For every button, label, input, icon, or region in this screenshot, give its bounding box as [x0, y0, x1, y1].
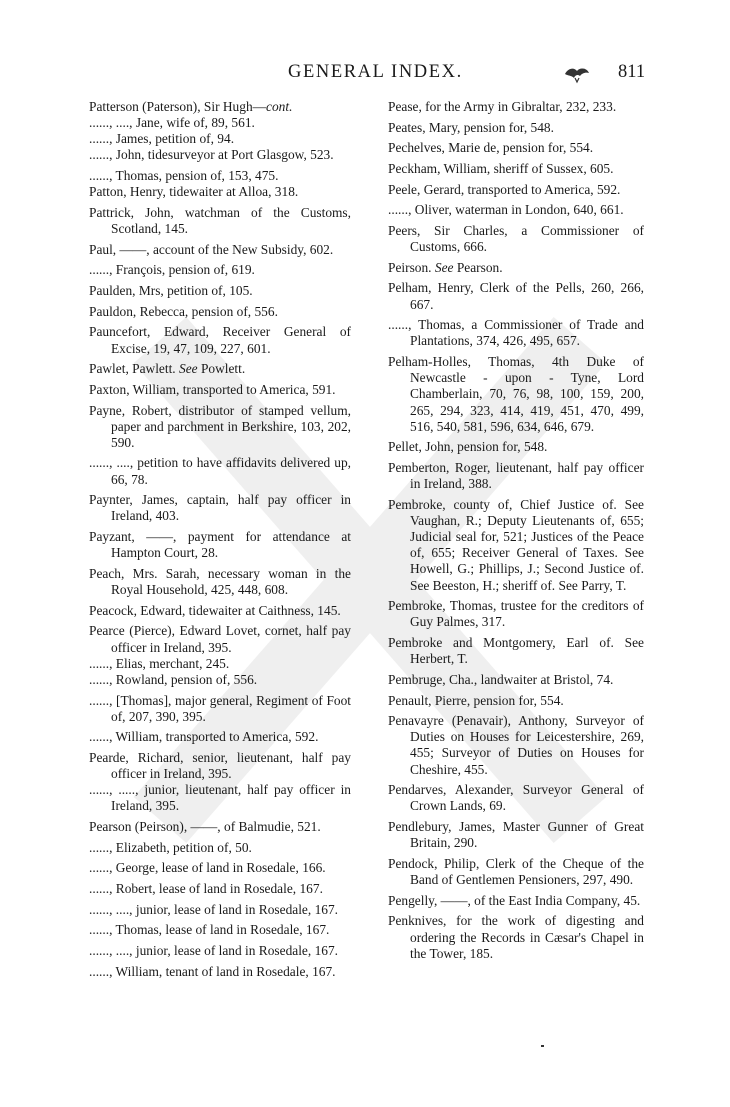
index-entry — [89, 455, 351, 487]
index-entry — [388, 672, 644, 688]
index-entry-text: ......, William, tenant of land in Rosedale, 167. — [89, 963, 336, 979]
index-entry-text: ......, George, lease of land in Rosedale, 166. — [89, 860, 326, 876]
index-entry-text: ......, ...., petition to have affidavits delivered up, 66, 78. — [89, 455, 351, 487]
index-entry — [89, 782, 351, 814]
index-entry — [89, 403, 351, 451]
index-entry — [388, 713, 644, 778]
index-entry-text: Penault, Pierre, pension for, 554. — [388, 692, 564, 708]
index-entry-text: Paxton, William, transported to America, 591. — [89, 381, 336, 397]
index-entry — [89, 922, 351, 938]
index-entry-text: ......, Robert, lease of land in Rosedale, 167. — [89, 881, 323, 897]
index-entry — [89, 115, 351, 131]
right-column — [388, 99, 644, 962]
index-entry — [388, 782, 644, 814]
index-entry-text: Peers, Sir Charles, a Commissioner of Customs, 666. — [388, 222, 644, 255]
index-entry-text: ......, François, pension of, 619. — [89, 262, 255, 278]
index-entry-text: ......, Thomas, lease of land in Rosedale, 167. — [89, 922, 330, 938]
index-entry-text: Pendlebury, James, Master Gunner of Great Britain, 290. — [388, 819, 644, 851]
index-entry-text: ......, [Thomas], major general, Regiment of Foot of, 207, 390, 395. — [89, 692, 351, 724]
left-column — [89, 99, 351, 980]
index-entry — [388, 354, 644, 435]
index-entry-text: Pawlet, Pawlett. — [89, 361, 180, 377]
index-entry-text: Peirson. — [388, 259, 435, 275]
index-entry-text: Pembroke, county of, Chief Justice of. See Vaughan, R.; Deputy Lieutenants of, 655; Judicial seal for, 521; Justices of the Peace of, 655; Receiver General of Taxes. See Howell, G.; Phillips, J.; Second Justice of. See Beeston, H.; sheriff of. See Parry, T. — [388, 496, 644, 593]
index-entry-text: Pendarves, Alexander, Surveyor General of Crown Lands, 69. — [388, 782, 644, 814]
index-entry-text: Paul, ——, account of the New Subsidy, 602. — [89, 241, 334, 257]
index-entry-text: Pechelves, Marie de, pension for, 554. — [388, 140, 594, 156]
index-entry-text: Pauldon, Rebecca, pension of, 556. — [89, 303, 278, 319]
index-entry — [388, 182, 644, 198]
index-entry — [89, 860, 351, 876]
index-entry-text: Paulden, Mrs, petition of, 105. — [89, 283, 253, 299]
index-entry — [89, 943, 351, 959]
index-entry — [388, 460, 644, 492]
index-entry-text: Pearde, Richard, senior, lieutenant, half pay officer in Ireland, 395. — [89, 749, 351, 782]
index-entry — [89, 168, 351, 184]
index-entry — [89, 283, 351, 299]
index-entry-text: Pease, for the Army in Gibraltar, 232, 233. — [388, 99, 617, 114]
index-entry — [388, 693, 644, 709]
index-entry — [89, 902, 351, 918]
index-entry — [89, 603, 351, 619]
index-entry-text: ......, Elias, merchant, 245. — [89, 655, 230, 671]
index-entry — [388, 497, 644, 594]
index-entry — [388, 280, 644, 312]
index-entry-text: Patton, Henry, tidewaiter at Alloa, 318. — [89, 184, 299, 200]
index-entry — [388, 893, 644, 909]
index-entry — [388, 223, 644, 255]
index-entry-text: Peates, Mary, pension for, 548. — [388, 119, 554, 135]
page-title: GENERAL INDEX. — [288, 62, 463, 82]
index-entry — [89, 566, 351, 598]
index-entry-text: ......, Thomas, a Commissioner of Trade and Plantations, 374, 426, 495, 657. — [388, 317, 644, 349]
index-entry — [89, 529, 351, 561]
index-entry — [388, 598, 644, 630]
index-entry-text: Payzant, ——, payment for attendance at Hampton Court, 28. — [89, 529, 351, 561]
index-entry-text: ......, Oliver, waterman in London, 640, 661. — [388, 202, 624, 218]
index-entry — [388, 856, 644, 888]
index-entry — [388, 635, 644, 667]
index-entry — [89, 729, 351, 745]
index-entry — [89, 964, 351, 980]
index-entry-text: Pemberton, Roger, lieutenant, half pay officer in Ireland, 388. — [388, 459, 644, 492]
index-entry — [89, 324, 351, 356]
index-entry-text: Penknives, for the work of digesting and ordering the Records in Cæsar's Chapel in the Tower, 185. — [388, 913, 644, 961]
index-entry-text: ......, William, transported to America, 592. — [89, 729, 319, 745]
index-entry — [89, 840, 351, 856]
index-entry — [89, 99, 351, 115]
index-entry-text: Payne, Robert, distributor of stamped vellum, paper and parchment in Berkshire, 103, 202, 590. — [89, 402, 351, 450]
index-entry — [89, 819, 351, 835]
index-entry-italic: See — [434, 259, 454, 275]
index-entry-text: Peele, Gerard, transported to America, 592. — [388, 181, 621, 197]
index-entry-text: Paynter, James, captain, half pay officer in Ireland, 403. — [89, 492, 351, 524]
index-entry — [89, 656, 351, 672]
index-entry-text: Pembroke and Montgomery, Earl of. See Herbert, T. — [388, 635, 644, 667]
index-entry — [89, 131, 351, 147]
index-entry-text: Pattrick, John, watchman of the Customs, Scotland, 145. — [89, 204, 351, 237]
index-entry-text: Pearson (Peirson), ——, of Balmudie, 521. — [89, 819, 321, 835]
index-entry — [89, 262, 351, 278]
index-entry-text: Pellet, John, pension for, 548. — [388, 439, 548, 455]
index-entry — [89, 382, 351, 398]
index-entry — [388, 260, 644, 276]
index-entry-text: ......, Rowland, pension of, 556. — [89, 671, 258, 687]
page-number: 811 — [618, 62, 646, 82]
page-header — [0, 62, 730, 92]
index-entry-text: ......, Elizabeth, petition of, 50. — [89, 839, 252, 855]
index-entry — [89, 750, 351, 782]
index-entry-text: Penavayre (Penavair), Anthony, Surveyor of Duties on Houses for Leicestershire, 269, 455; Surveyor of Duties on Houses for Cheshire, 455. — [388, 713, 644, 777]
index-entry — [388, 913, 644, 961]
index-entry-text: Peacock, Edward, tidewaiter at Caithness, 145. — [89, 602, 341, 618]
index-entry — [89, 304, 351, 320]
index-entry — [89, 205, 351, 237]
index-entry — [388, 202, 644, 218]
index-entry-text: ......, John, tidesurveyor at Port Glasgow, 523. — [89, 147, 334, 163]
index-entry-text: ......, ...., junior, lease of land in Rosedale, 167. — [89, 943, 339, 959]
index-entry — [89, 492, 351, 524]
index-entry — [388, 161, 644, 177]
index-entry-text: Pendock, Philip, Clerk of the Cheque of the Band of Gentlemen Pensioners, 297, 490. — [388, 855, 644, 888]
index-entry — [89, 147, 351, 163]
index-entry-text: Pauncefort, Edward, Receiver General of Excise, 19, 47, 109, 227, 601. — [89, 324, 351, 356]
index-entry — [89, 693, 351, 725]
index-entry-text: Pelham-Holles, Thomas, 4th Duke of Newcastle - upon - Tyne, Lord Chamberlain, 70, 76, 98, 100, 159, 200, 265, 294, 323, 414, 419, 451, 470, 499, 516, 540, 581, 596, 634, 646, 679. — [388, 354, 644, 434]
index-entry-text: Pearce (Pierce), Edward Lovet, cornet, half pay officer in Ireland, 395. — [89, 623, 351, 655]
index-entry-text: ......, ...., junior, lease of land in Rosedale, 167. — [89, 901, 339, 917]
index-entry-text: ......, Thomas, pension of, 153, 475. — [89, 168, 279, 184]
index-entry — [89, 672, 351, 688]
index-entry — [388, 120, 644, 136]
index-entry-text: Pelham, Henry, Clerk of the Pells, 260, 266, 667. — [388, 280, 644, 312]
index-entry-italic: See — [179, 361, 198, 377]
index-entry — [89, 184, 351, 200]
index-entry — [388, 99, 644, 115]
index-entry — [89, 881, 351, 897]
ink-speck — [541, 1045, 544, 1047]
index-entry — [388, 317, 644, 349]
index-entry — [89, 361, 351, 377]
index-entry-text: Patterson (Paterson), Sir Hugh— — [89, 99, 267, 114]
index-entry — [89, 623, 351, 655]
index-entry-text: ......, ...., Jane, wife of, 89, 561. — [89, 115, 255, 131]
index-entry-text: ......, James, petition of, 94. — [89, 131, 235, 147]
index-entry — [388, 819, 644, 851]
index-entry-text: Pembruge, Cha., landwaiter at Bristol, 74. — [388, 671, 614, 687]
index-entry-text: Pembroke, Thomas, trustee for the creditors of Guy Palmes, 317. — [388, 598, 644, 630]
index-entry-italic: cont. — [266, 99, 293, 114]
index-entry-text: Pengelly, ——, of the East India Company, 45. — [388, 892, 641, 908]
index-entry-tail: Pearson. — [453, 259, 503, 275]
index-entry — [89, 242, 351, 258]
index-entry-tail: Powlett. — [197, 361, 246, 377]
index-entry-text: Peckham, William, sheriff of Sussex, 605. — [388, 160, 614, 176]
index-entry-text: Peach, Mrs. Sarah, necessary woman in the Royal Household, 425, 448, 608. — [89, 565, 351, 598]
index-entry — [388, 439, 644, 455]
index-entry-text: ......, ....., junior, lieutenant, half pay officer in Ireland, 395. — [89, 782, 351, 814]
index-entry — [388, 140, 644, 156]
scroll-ornament-icon — [562, 64, 592, 84]
